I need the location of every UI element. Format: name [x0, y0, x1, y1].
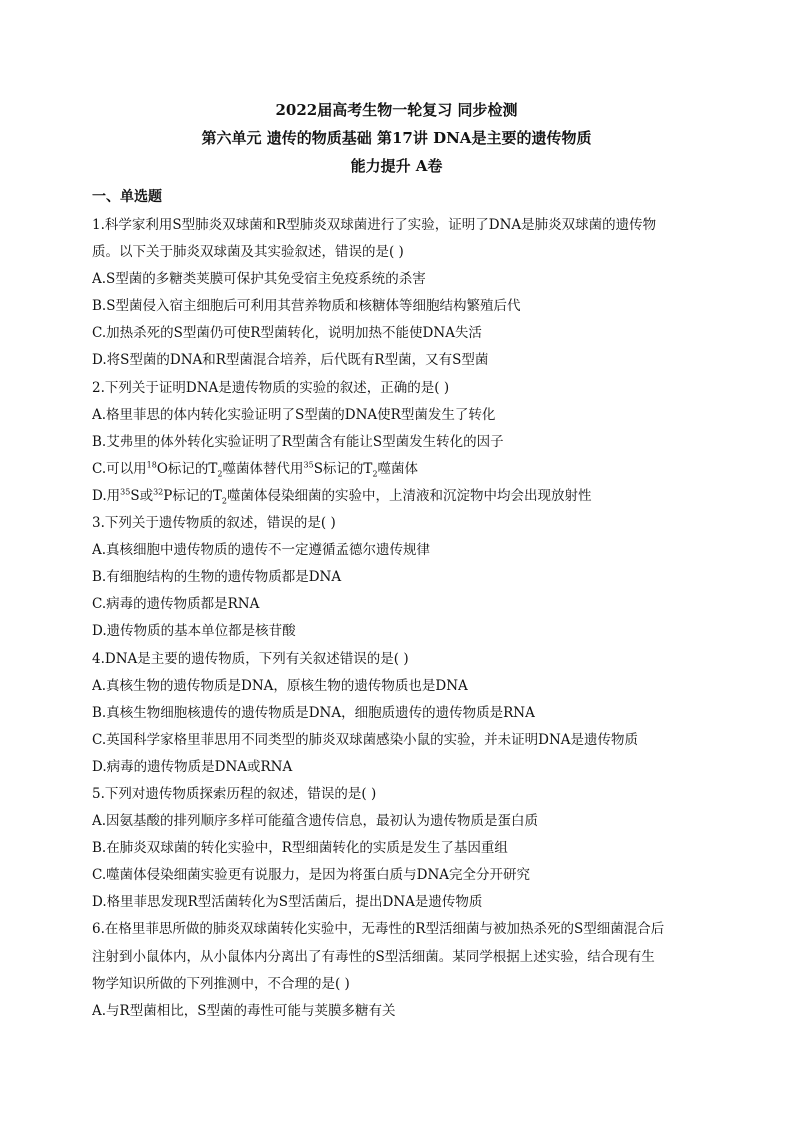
option-a: A.S型菌的多糖类荚膜可保护其免受宿主免疫系统的杀害	[92, 271, 426, 288]
option-b: B.有细胞结构的生物的遗传物质都是DNA	[92, 569, 342, 586]
option-b: B.在肺炎双球菌的转化实验中，R型细菌转化的实质是发生了基因重组	[92, 840, 508, 857]
question-stem: 注射到小鼠体内，从小鼠体内分离出了有毒性的S型活细菌。某同学根据上述实验，结合现有生	[92, 948, 655, 965]
text-run: 噬菌体	[377, 460, 419, 477]
option-a: A.真核生物的遗传物质是DNA，原核生物的遗传物质也是DNA	[92, 677, 468, 694]
option-d: D.遗传物质的基本单位都是核苷酸	[92, 623, 296, 640]
option-d: D.将S型菌的DNA和R型菌混合培养，后代既有R型菌，又有S型菌	[92, 352, 489, 369]
text-run: S或	[130, 487, 154, 504]
option-b: B.真核生物细胞核遗传的遗传物质是DNA，细胞质遗传的遗传物质是RNA	[92, 704, 535, 721]
question-stem: 物学知识所做的下列推测中，不合理的是( )	[92, 975, 350, 992]
option-c: C.噬菌体侵染细菌实验更有说服力，是因为将蛋白质与DNA完全分开研究	[92, 867, 531, 884]
subscript: 2	[372, 469, 378, 479]
title-line-1: 2022届高考生物一轮复习 同步检测	[275, 101, 518, 119]
question-3	[92, 510, 712, 645]
option-a: A.因氨基酸的排列顺序多样可能蕴含遗传信息，最初认为遗传物质是蛋白质	[92, 813, 539, 830]
text-run: O标记的T	[156, 460, 218, 477]
option-c: C.加热杀死的S型菌仍可使R型菌转化，说明加热不能使DNA失活	[92, 325, 482, 342]
title-line-2: 第六单元 遗传的物质基础 第17讲 DNA是主要的遗传物质	[201, 129, 592, 147]
option-d: D.格里菲思发现R型活菌转化为S型活菌后，提出DNA是遗传物质	[92, 894, 483, 911]
subscript: 2	[221, 496, 227, 506]
option-c: C.英国科学家格里菲思用不同类型的肺炎双球菌感染小鼠的实验，并未证明DNA是遗传物质	[92, 731, 639, 748]
isotope-mass: 35	[303, 460, 314, 470]
text-run: P标记的T	[163, 487, 222, 504]
option-a: A.格里菲思的体内转化实验证明了S型菌的DNA使R型菌发生了转化	[92, 406, 496, 423]
title-line-3: 能力提升 A卷	[350, 157, 443, 175]
question-stem: 4.DNA是主要的遗传物质，下列有关叙述错误的是( )	[92, 650, 409, 667]
option-a: A.与R型菌相比，S型菌的毒性可能与荚膜多糖有关	[92, 1002, 396, 1019]
section-heading: 一、单选题	[92, 189, 162, 205]
isotope-mass: 18	[146, 460, 157, 470]
title-block	[0, 96, 793, 180]
question-list	[92, 212, 712, 1025]
text-run: D.用	[92, 487, 121, 504]
text-run: 噬菌体侵染细菌的实验中，上清液和沉淀物中均会出现放射性	[226, 487, 592, 504]
subscript: 2	[217, 469, 223, 479]
question-stem: 5.下列对遗传物质探索历程的叙述，错误的是( )	[92, 785, 377, 802]
question-stem: 2.下列关于证明DNA是遗传物质的实验的叙述，正确的是( )	[92, 379, 450, 396]
text-run: S标记的T	[313, 460, 373, 477]
question-1	[92, 212, 712, 375]
question-5	[92, 781, 712, 916]
question-2	[92, 375, 712, 510]
question-stem: 3.下列关于遗传物质的叙述，错误的是( )	[92, 515, 336, 532]
isotope-mass: 32	[153, 487, 164, 497]
question-stem: 6.在格里菲思所做的肺炎双球菌转化实验中，无毒性的R型活细菌与被加热杀死的S型细菌混合后	[92, 921, 665, 938]
text-run: 噬菌体替代用	[222, 460, 304, 477]
question-4	[92, 646, 712, 781]
option-d	[92, 483, 712, 510]
isotope-mass: 35	[120, 487, 131, 497]
option-b: B.艾弗里的体外转化实验证明了R型菌含有能让S型菌发生转化的因子	[92, 433, 504, 450]
option-a: A.真核细胞中遗传物质的遗传不一定遵循孟德尔遗传规律	[92, 542, 431, 559]
option-d: D.病毒的遗传物质是DNA或RNA	[92, 758, 293, 775]
question-stem: 质。以下关于肺炎双球菌及其实验叙述，错误的是( )	[92, 244, 404, 261]
question-stem: 1.科学家利用S型肺炎双球菌和R型肺炎双球菌进行了实验，证明了DNA是肺炎双球菌的遗传物	[92, 217, 657, 233]
option-c: C.病毒的遗传物质都是RNA	[92, 596, 260, 613]
text-run: C.可以用	[92, 460, 147, 477]
option-b: B.S型菌侵入宿主细胞后可利用其营养物质和核糖体等细胞结构繁殖后代	[92, 298, 521, 315]
question-6	[92, 916, 712, 1024]
option-c	[92, 456, 712, 483]
